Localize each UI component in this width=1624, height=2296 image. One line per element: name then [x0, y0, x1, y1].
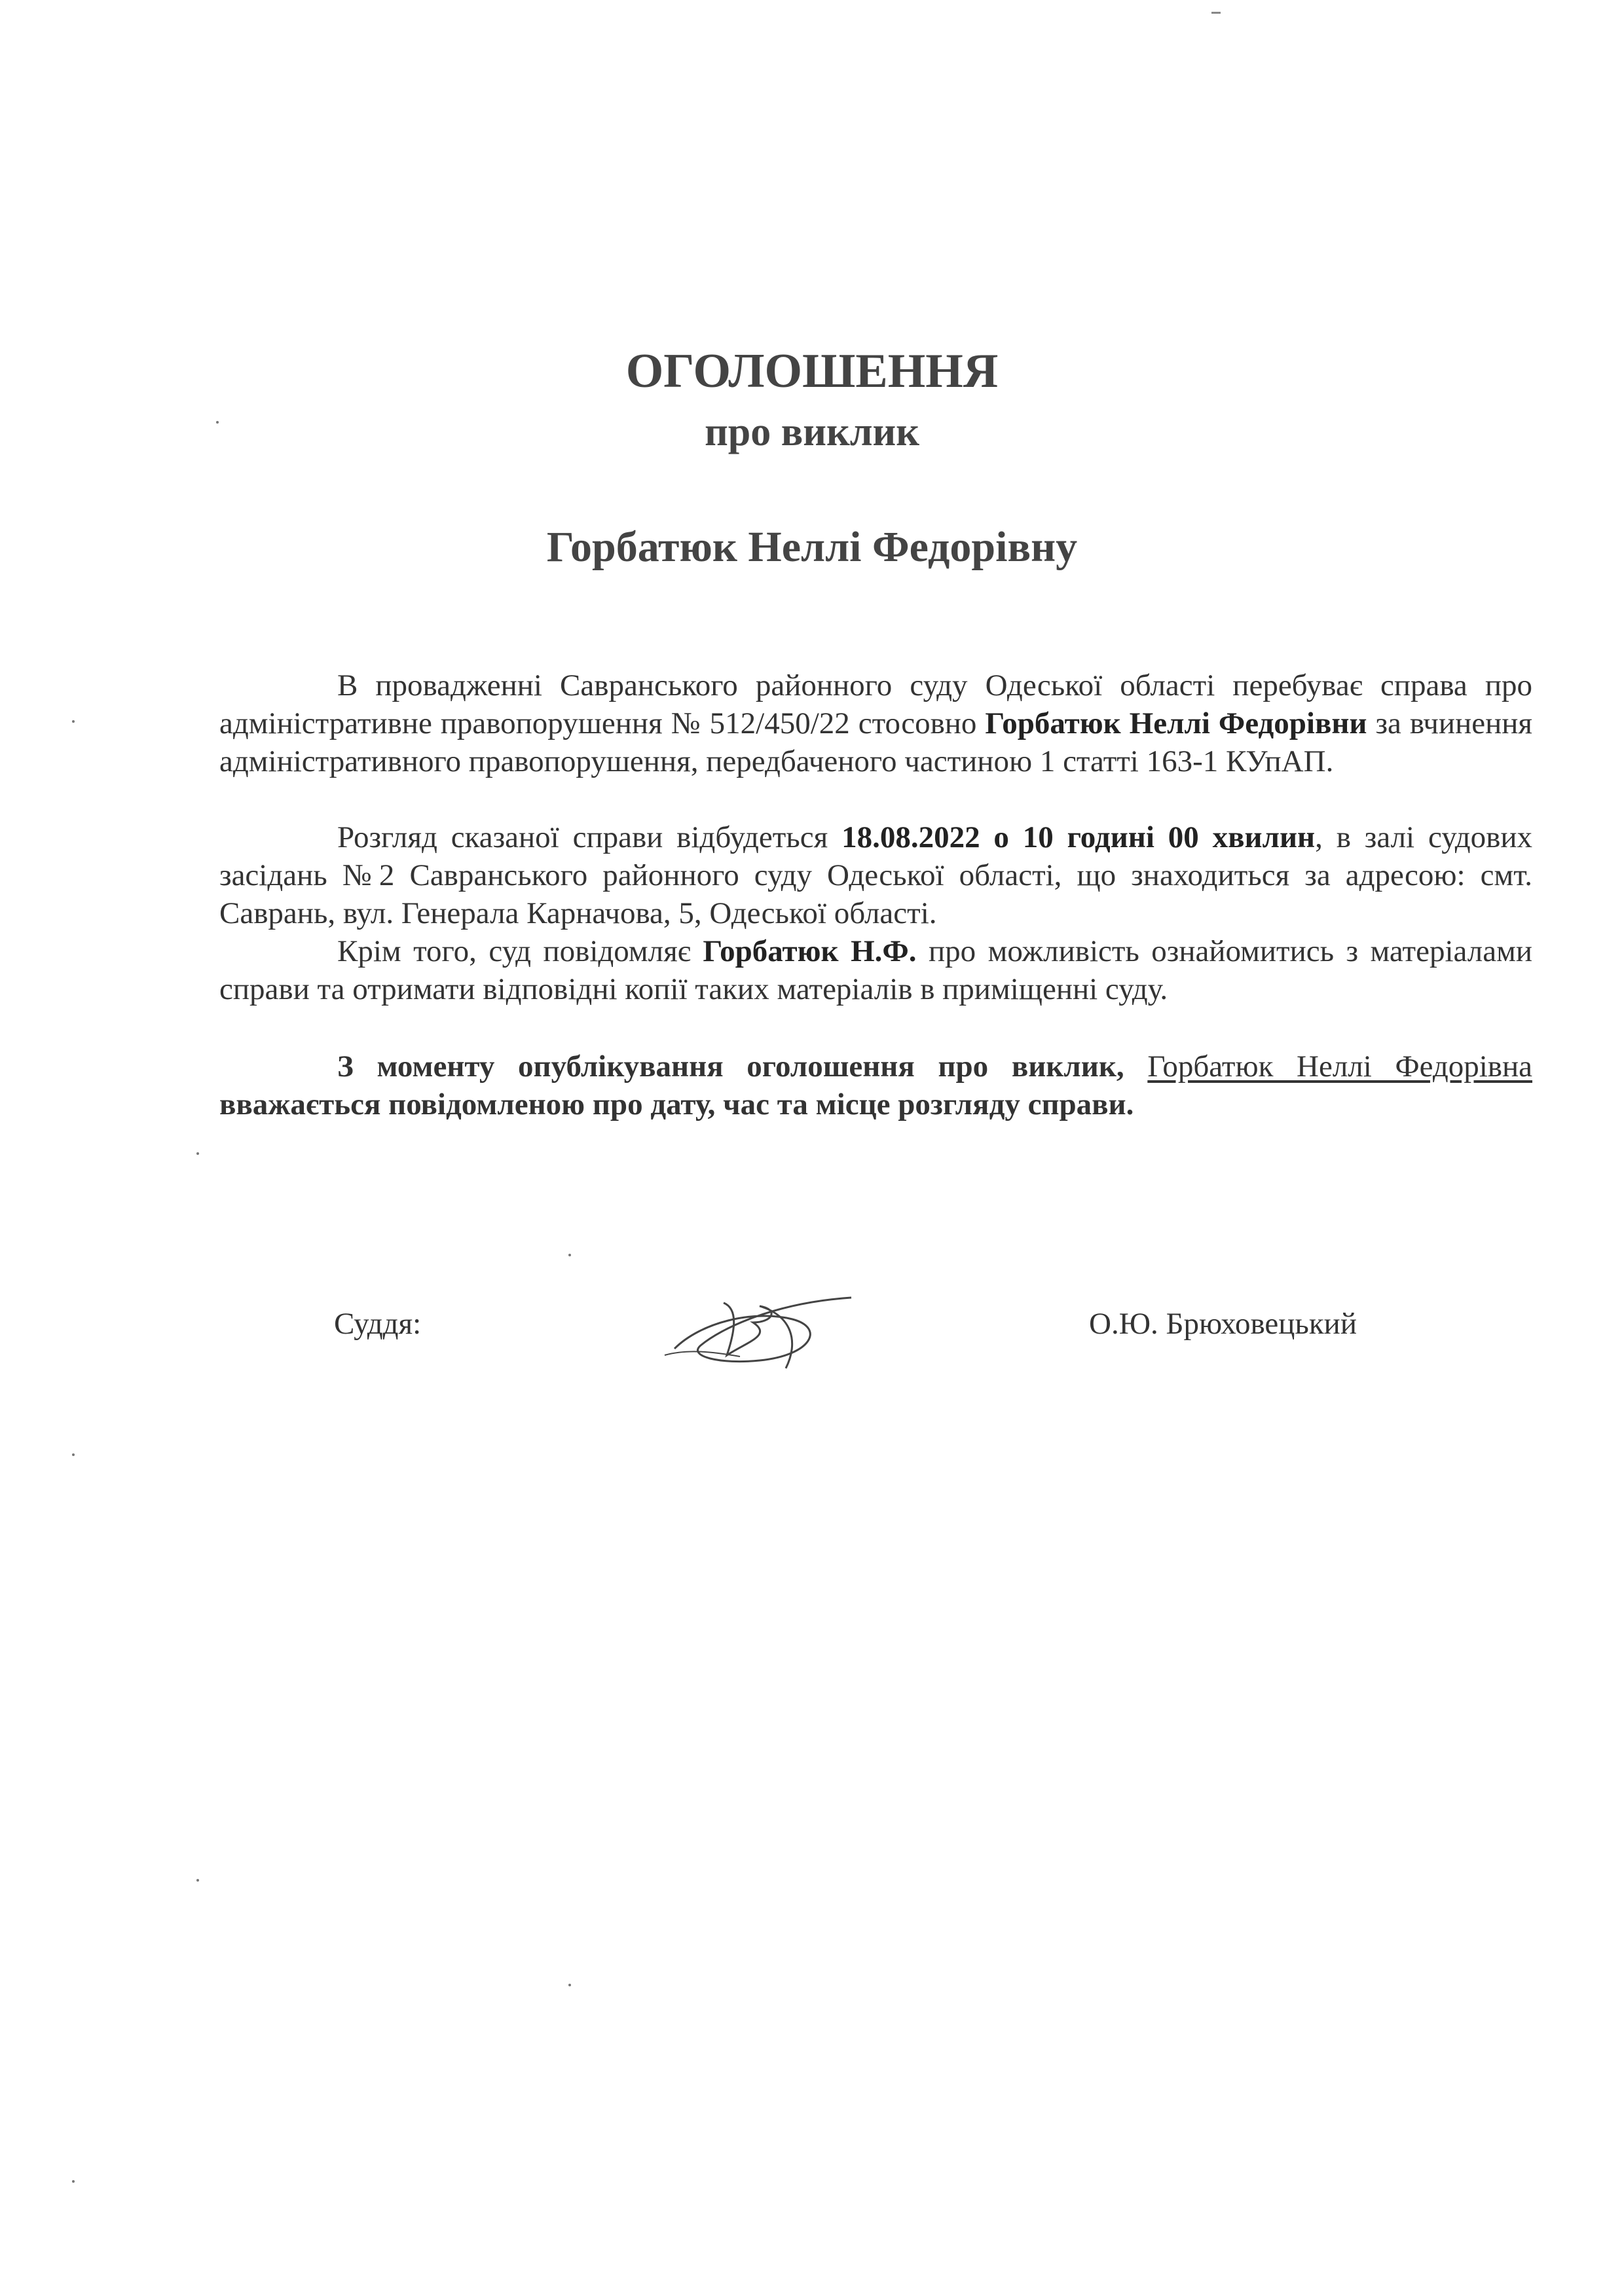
bold-name-short: Горбатюк Н.Ф.: [703, 934, 917, 968]
scan-speck: [72, 2180, 75, 2183]
judge-label: Суддя:: [334, 1307, 422, 1341]
text: Крім того, суд повідомляє: [337, 934, 703, 968]
scan-speck: [196, 1152, 199, 1155]
document-subtitle: про виклик: [705, 410, 919, 454]
text: З моменту опублікування оголошення про виклик,: [337, 1049, 1148, 1084]
text: , в залі судових засідань №2 Савранського районного суду Одеської області, що знаходиться за адресою: смт. Саврань, вул. Генерала Карначова, 5, Одеської області.: [219, 820, 1532, 930]
hearing-datetime: 18.08.2022 о 10 годині 00 хвилин: [841, 820, 1316, 854]
scan-mark: [1211, 12, 1221, 14]
judge-name: О.Ю. Брюховецький: [1089, 1307, 1357, 1341]
scan-speck: [216, 421, 219, 424]
scan-speck: [72, 1453, 75, 1456]
summoned-person-name: Горбатюк Неллі Федорівну: [546, 523, 1078, 571]
paragraph-hearing-info: [219, 818, 1532, 932]
text: В провадженні Савранського районного суду Одеської області перебуває справа про адміністративне правопорушення № 512/450/22 стосовно: [219, 668, 1532, 740]
underlined-name: Горбатюк Неллі Федорівна: [1147, 1049, 1533, 1084]
scan-speck: [72, 720, 75, 723]
paragraph-case-info: [219, 666, 1532, 780]
text: про можливість ознайомитись з матеріалами справи та отримати відповідні копії таких матеріалів в приміщенні суду.: [219, 934, 1533, 1006]
bold-name: Горбатюк Неллі Федорівни: [985, 706, 1367, 740]
scan-speck: [568, 1984, 571, 1986]
text: вважається повідомленою про дату, час та місце розгляду справи.: [219, 1087, 1134, 1121]
paragraph-materials-info: [219, 932, 1532, 1008]
scan-speck: [568, 1254, 571, 1256]
scan-speck: [196, 1879, 199, 1882]
text: Розгляд сказаної справи відбудеться: [337, 820, 842, 854]
paragraph-notice: [219, 1048, 1532, 1123]
text: за вчинення адміністративного правопорушення, передбаченого частиною 1 статті 163-1 КУпАП.: [219, 706, 1533, 778]
document-title: ОГОЛОШЕННЯ: [625, 344, 999, 398]
signature-image: [661, 1283, 858, 1375]
